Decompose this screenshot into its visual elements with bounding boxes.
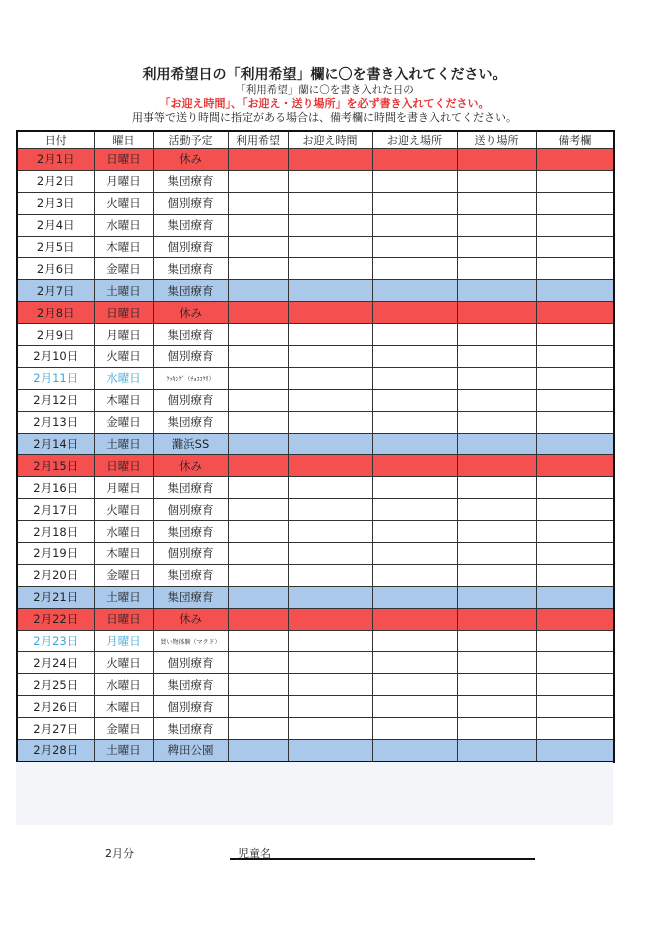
date-cell: 2月27日 xyxy=(17,718,94,740)
date-cell: 2月24日 xyxy=(17,652,94,674)
col-pickup-place: お迎え場所 xyxy=(372,131,457,149)
table-row xyxy=(17,433,614,455)
day-cell: 月曜日 xyxy=(94,324,153,346)
day-cell: 日曜日 xyxy=(94,149,153,171)
day-cell: 土曜日 xyxy=(94,280,153,302)
dropoff-place-cell[interactable] xyxy=(457,674,536,696)
notes-cell[interactable] xyxy=(536,236,614,258)
col-dropoff-place: 送り場所 xyxy=(457,131,536,149)
dropoff-place-cell[interactable] xyxy=(457,324,536,346)
day-cell: 木曜日 xyxy=(94,389,153,411)
day-cell: 木曜日 xyxy=(94,543,153,565)
date-cell: 2月25日 xyxy=(17,674,94,696)
notes-cell[interactable] xyxy=(536,652,614,674)
pickup-place-cell[interactable] xyxy=(372,521,457,543)
pickup-time-cell[interactable] xyxy=(288,433,372,455)
activity-cell: 集団療育 xyxy=(153,674,228,696)
pickup-place-cell[interactable] xyxy=(372,170,457,192)
notes-cell[interactable] xyxy=(536,564,614,586)
use-request-cell[interactable] xyxy=(228,302,288,324)
notes-cell[interactable] xyxy=(536,543,614,565)
pickup-time-cell[interactable] xyxy=(288,674,372,696)
day-cell: 日曜日 xyxy=(94,302,153,324)
notes-cell[interactable] xyxy=(536,367,614,389)
pickup-time-cell[interactable] xyxy=(288,477,372,499)
activity-cell: 集団療育 xyxy=(153,564,228,586)
notes-cell[interactable] xyxy=(536,433,614,455)
use-request-cell[interactable] xyxy=(228,608,288,630)
notes-cell[interactable] xyxy=(536,302,614,324)
table-row xyxy=(17,367,614,389)
date-cell: 2月22日 xyxy=(17,608,94,630)
activity-cell: 個別療育 xyxy=(153,236,228,258)
date-cell: 2月12日 xyxy=(17,389,94,411)
pickup-time-cell[interactable] xyxy=(288,608,372,630)
dropoff-place-cell[interactable] xyxy=(457,280,536,302)
activity-cell: 個別療育 xyxy=(153,346,228,368)
notes-cell[interactable] xyxy=(536,740,614,762)
table-row xyxy=(17,543,614,565)
pickup-time-cell[interactable] xyxy=(288,696,372,718)
activity-cell: 休み xyxy=(153,455,228,477)
pickup-time-cell[interactable] xyxy=(288,630,372,652)
pickup-place-cell[interactable] xyxy=(372,499,457,521)
table-row xyxy=(17,149,614,171)
day-cell: 火曜日 xyxy=(94,346,153,368)
use-request-cell[interactable] xyxy=(228,389,288,411)
table-row xyxy=(17,674,614,696)
pickup-time-cell[interactable] xyxy=(288,280,372,302)
dropoff-place-cell[interactable] xyxy=(457,367,536,389)
col-notes: 備考欄 xyxy=(536,131,614,149)
table-row xyxy=(17,652,614,674)
use-request-cell[interactable] xyxy=(228,346,288,368)
table-row xyxy=(17,170,614,192)
dropoff-place-cell[interactable] xyxy=(457,389,536,411)
pickup-place-cell[interactable] xyxy=(372,455,457,477)
notes-cell[interactable] xyxy=(536,477,614,499)
use-request-cell[interactable] xyxy=(228,477,288,499)
date-cell: 2月20日 xyxy=(17,564,94,586)
pickup-place-cell[interactable] xyxy=(372,740,457,762)
pickup-place-cell[interactable] xyxy=(372,477,457,499)
use-request-cell[interactable] xyxy=(228,411,288,433)
date-cell: 2月3日 xyxy=(17,192,94,214)
use-request-cell[interactable] xyxy=(228,740,288,762)
table-row xyxy=(17,499,614,521)
dropoff-place-cell[interactable] xyxy=(457,192,536,214)
date-cell: 2月19日 xyxy=(17,543,94,565)
table-row xyxy=(17,477,614,499)
dropoff-place-cell[interactable] xyxy=(457,149,536,171)
activity-cell: 休み xyxy=(153,608,228,630)
date-cell: 2月1日 xyxy=(17,149,94,171)
activity-cell: 集団療育 xyxy=(153,258,228,280)
dropoff-place-cell[interactable] xyxy=(457,411,536,433)
notes-cell[interactable] xyxy=(536,630,614,652)
date-cell: 2月16日 xyxy=(17,477,94,499)
pickup-place-cell[interactable] xyxy=(372,192,457,214)
table-row xyxy=(17,389,614,411)
notes-cell[interactable] xyxy=(536,718,614,740)
day-cell: 火曜日 xyxy=(94,499,153,521)
day-cell: 火曜日 xyxy=(94,192,153,214)
month-label: 2月分 xyxy=(105,847,134,860)
use-request-cell[interactable] xyxy=(228,455,288,477)
pickup-place-cell[interactable] xyxy=(372,236,457,258)
day-cell: 金曜日 xyxy=(94,258,153,280)
pickup-time-cell[interactable] xyxy=(288,324,372,346)
col-activity: 活動予定 xyxy=(153,131,228,149)
use-request-cell[interactable] xyxy=(228,149,288,171)
activity-cell: 個別療育 xyxy=(153,499,228,521)
col-use-request: 利用希望 xyxy=(228,131,288,149)
day-cell: 水曜日 xyxy=(94,674,153,696)
pickup-place-cell[interactable] xyxy=(372,324,457,346)
dropoff-place-cell[interactable] xyxy=(457,630,536,652)
table-row xyxy=(17,521,614,543)
use-request-cell[interactable] xyxy=(228,674,288,696)
pickup-time-cell[interactable] xyxy=(288,367,372,389)
day-cell: 火曜日 xyxy=(94,652,153,674)
col-day: 曜日 xyxy=(94,131,153,149)
dropoff-place-cell[interactable] xyxy=(457,170,536,192)
use-request-cell[interactable] xyxy=(228,192,288,214)
date-cell: 2月21日 xyxy=(17,586,94,608)
date-cell: 2月7日 xyxy=(17,280,94,302)
pickup-time-cell[interactable] xyxy=(288,236,372,258)
activity-cell: 集団療育 xyxy=(153,718,228,740)
day-cell: 月曜日 xyxy=(94,477,153,499)
instruction-notice: 「お迎え時間」、「お迎え・送り場所」を必ず書き入れてください。 xyxy=(159,97,490,110)
dropoff-place-cell[interactable] xyxy=(457,455,536,477)
date-cell: 2月13日 xyxy=(17,411,94,433)
pickup-place-cell[interactable] xyxy=(372,564,457,586)
day-cell: 木曜日 xyxy=(94,696,153,718)
pickup-place-cell[interactable] xyxy=(372,411,457,433)
notes-cell[interactable] xyxy=(536,586,614,608)
table-row xyxy=(17,411,614,433)
pickup-place-cell[interactable] xyxy=(372,258,457,280)
use-request-cell[interactable] xyxy=(228,324,288,346)
table-row xyxy=(17,696,614,718)
activity-cell: 集団療育 xyxy=(153,521,228,543)
pickup-time-cell[interactable] xyxy=(288,499,372,521)
dropoff-place-cell[interactable] xyxy=(457,521,536,543)
notes-cell[interactable] xyxy=(536,389,614,411)
date-cell: 2月14日 xyxy=(17,433,94,455)
pickup-place-cell[interactable] xyxy=(372,280,457,302)
activity-cell: 個別療育 xyxy=(153,192,228,214)
day-cell: 月曜日 xyxy=(94,630,153,652)
date-cell: 2月8日 xyxy=(17,302,94,324)
activity-cell: 集団療育 xyxy=(153,411,228,433)
table-row xyxy=(17,608,614,630)
dropoff-place-cell[interactable] xyxy=(457,608,536,630)
instruction-line: 「利用希望」蘭に〇を書き入れた日の xyxy=(235,84,414,96)
pickup-place-cell[interactable] xyxy=(372,630,457,652)
notes-cell[interactable] xyxy=(536,258,614,280)
pickup-time-cell[interactable] xyxy=(288,258,372,280)
activity-cell: 集団療育 xyxy=(153,280,228,302)
day-cell: 金曜日 xyxy=(94,411,153,433)
dropoff-place-cell[interactable] xyxy=(457,499,536,521)
activity-cell: 稗田公園 xyxy=(153,740,228,762)
use-request-cell[interactable] xyxy=(228,586,288,608)
activity-cell: 集団療育 xyxy=(153,586,228,608)
pickup-time-cell[interactable] xyxy=(288,543,372,565)
use-request-cell[interactable] xyxy=(228,652,288,674)
pickup-time-cell[interactable] xyxy=(288,389,372,411)
pickup-place-cell[interactable] xyxy=(372,302,457,324)
date-cell: 2月9日 xyxy=(17,324,94,346)
use-request-cell[interactable] xyxy=(228,367,288,389)
date-cell: 2月23日 xyxy=(17,630,94,652)
pickup-time-cell[interactable] xyxy=(288,564,372,586)
activity-cell: 灘浜SS xyxy=(153,433,228,455)
activity-cell: 個別療育 xyxy=(153,696,228,718)
table-row xyxy=(17,586,614,608)
use-request-cell[interactable] xyxy=(228,499,288,521)
dropoff-place-cell[interactable] xyxy=(457,564,536,586)
dropoff-place-cell[interactable] xyxy=(457,433,536,455)
use-request-cell[interactable] xyxy=(228,214,288,236)
day-cell: 月曜日 xyxy=(94,170,153,192)
day-cell: 日曜日 xyxy=(94,455,153,477)
use-request-cell[interactable] xyxy=(228,433,288,455)
pickup-place-cell[interactable] xyxy=(372,543,457,565)
activity-cell: 買い物体験（マクド） xyxy=(153,630,228,652)
day-cell: 木曜日 xyxy=(94,236,153,258)
pickup-place-cell[interactable] xyxy=(372,718,457,740)
schedule-table xyxy=(16,130,615,763)
pickup-place-cell[interactable] xyxy=(372,214,457,236)
notes-cell[interactable] xyxy=(536,499,614,521)
pickup-place-cell[interactable] xyxy=(372,367,457,389)
table-row xyxy=(17,718,614,740)
table-row xyxy=(17,302,614,324)
use-request-cell[interactable] xyxy=(228,258,288,280)
dropoff-place-cell[interactable] xyxy=(457,258,536,280)
table-row xyxy=(17,564,614,586)
pickup-place-cell[interactable] xyxy=(372,149,457,171)
dropoff-place-cell[interactable] xyxy=(457,586,536,608)
notes-cell[interactable] xyxy=(536,214,614,236)
use-request-cell[interactable] xyxy=(228,630,288,652)
date-cell: 2月4日 xyxy=(17,214,94,236)
notes-cell[interactable] xyxy=(536,346,614,368)
activity-cell: 個別療育 xyxy=(153,389,228,411)
day-cell: 土曜日 xyxy=(94,586,153,608)
pickup-time-cell[interactable] xyxy=(288,170,372,192)
dropoff-place-cell[interactable] xyxy=(457,543,536,565)
pickup-time-cell[interactable] xyxy=(288,411,372,433)
date-cell: 2月6日 xyxy=(17,258,94,280)
notes-cell[interactable] xyxy=(536,324,614,346)
pickup-place-cell[interactable] xyxy=(372,652,457,674)
date-cell: 2月18日 xyxy=(17,521,94,543)
table-row xyxy=(17,324,614,346)
date-cell: 2月28日 xyxy=(17,740,94,762)
instruction-line: 用事等で送り時間に指定がある場合は、備考欄に時間を書き入れてください。 xyxy=(132,111,517,124)
pickup-place-cell[interactable] xyxy=(372,608,457,630)
dropoff-place-cell[interactable] xyxy=(457,477,536,499)
activity-cell: 休み xyxy=(153,149,228,171)
notes-cell[interactable] xyxy=(536,455,614,477)
date-cell: 2月15日 xyxy=(17,455,94,477)
day-cell: 水曜日 xyxy=(94,214,153,236)
use-request-cell[interactable] xyxy=(228,521,288,543)
pickup-time-cell[interactable] xyxy=(288,652,372,674)
blank-area xyxy=(16,762,613,825)
use-request-cell[interactable] xyxy=(228,236,288,258)
pickup-time-cell[interactable] xyxy=(288,740,372,762)
notes-cell[interactable] xyxy=(536,608,614,630)
pickup-time-cell[interactable] xyxy=(288,586,372,608)
dropoff-place-cell[interactable] xyxy=(457,302,536,324)
day-cell: 水曜日 xyxy=(94,367,153,389)
date-cell: 2月26日 xyxy=(17,696,94,718)
pickup-time-cell[interactable] xyxy=(288,346,372,368)
table-row xyxy=(17,192,614,214)
use-request-cell[interactable] xyxy=(228,696,288,718)
pickup-time-cell[interactable] xyxy=(288,192,372,214)
child-name-field[interactable] xyxy=(230,858,535,860)
dropoff-place-cell[interactable] xyxy=(457,652,536,674)
table-row xyxy=(17,630,614,652)
pickup-place-cell[interactable] xyxy=(372,696,457,718)
notes-cell[interactable] xyxy=(536,170,614,192)
page-title: 利用希望日の「利用希望」欄に〇を書き入れてください。 xyxy=(142,67,507,83)
pickup-time-cell[interactable] xyxy=(288,718,372,740)
notes-cell[interactable] xyxy=(536,280,614,302)
activity-cell: 集団療育 xyxy=(153,214,228,236)
table-header xyxy=(17,131,614,149)
use-request-cell[interactable] xyxy=(228,543,288,565)
pickup-time-cell[interactable] xyxy=(288,149,372,171)
day-cell: 水曜日 xyxy=(94,521,153,543)
day-cell: 日曜日 xyxy=(94,608,153,630)
table-row xyxy=(17,280,614,302)
notes-cell[interactable] xyxy=(536,149,614,171)
col-pickup-time: お迎え時間 xyxy=(288,131,372,149)
day-cell: 金曜日 xyxy=(94,564,153,586)
dropoff-place-cell[interactable] xyxy=(457,346,536,368)
pickup-time-cell[interactable] xyxy=(288,455,372,477)
date-cell: 2月10日 xyxy=(17,346,94,368)
use-request-cell[interactable] xyxy=(228,718,288,740)
notes-cell[interactable] xyxy=(536,696,614,718)
child-name-label: 児童名 xyxy=(238,847,271,860)
use-request-cell[interactable] xyxy=(228,564,288,586)
pickup-time-cell[interactable] xyxy=(288,214,372,236)
dropoff-place-cell[interactable] xyxy=(457,214,536,236)
pickup-time-cell[interactable] xyxy=(288,521,372,543)
use-request-cell[interactable] xyxy=(228,170,288,192)
activity-cell: ｸｯｷﾝｸﾞ（ﾁｮｺｺｸﾘ） xyxy=(153,367,228,389)
date-cell: 2月5日 xyxy=(17,236,94,258)
activity-cell: 集団療育 xyxy=(153,170,228,192)
use-request-cell[interactable] xyxy=(228,280,288,302)
pickup-place-cell[interactable] xyxy=(372,346,457,368)
day-cell: 金曜日 xyxy=(94,718,153,740)
notes-cell[interactable] xyxy=(536,521,614,543)
activity-cell: 集団療育 xyxy=(153,324,228,346)
pickup-time-cell[interactable] xyxy=(288,302,372,324)
notes-cell[interactable] xyxy=(536,674,614,696)
date-cell: 2月11日 xyxy=(17,367,94,389)
table-row xyxy=(17,346,614,368)
table-row xyxy=(17,258,614,280)
date-cell: 2月2日 xyxy=(17,170,94,192)
activity-cell: 集団療育 xyxy=(153,477,228,499)
table-row xyxy=(17,214,614,236)
activity-cell: 休み xyxy=(153,302,228,324)
day-cell: 土曜日 xyxy=(94,433,153,455)
pickup-place-cell[interactable] xyxy=(372,433,457,455)
pickup-place-cell[interactable] xyxy=(372,674,457,696)
table-row xyxy=(17,740,614,762)
table-row xyxy=(17,455,614,477)
date-cell: 2月17日 xyxy=(17,499,94,521)
dropoff-place-cell[interactable] xyxy=(457,236,536,258)
dropoff-place-cell[interactable] xyxy=(457,696,536,718)
table-row xyxy=(17,236,614,258)
day-cell: 土曜日 xyxy=(94,740,153,762)
activity-cell: 個別療育 xyxy=(153,543,228,565)
notes-cell[interactable] xyxy=(536,411,614,433)
col-date: 日付 xyxy=(17,131,94,149)
dropoff-place-cell[interactable] xyxy=(457,740,536,762)
activity-cell: 個別療育 xyxy=(153,652,228,674)
pickup-place-cell[interactable] xyxy=(372,586,457,608)
notes-cell[interactable] xyxy=(536,192,614,214)
dropoff-place-cell[interactable] xyxy=(457,718,536,740)
pickup-place-cell[interactable] xyxy=(372,389,457,411)
